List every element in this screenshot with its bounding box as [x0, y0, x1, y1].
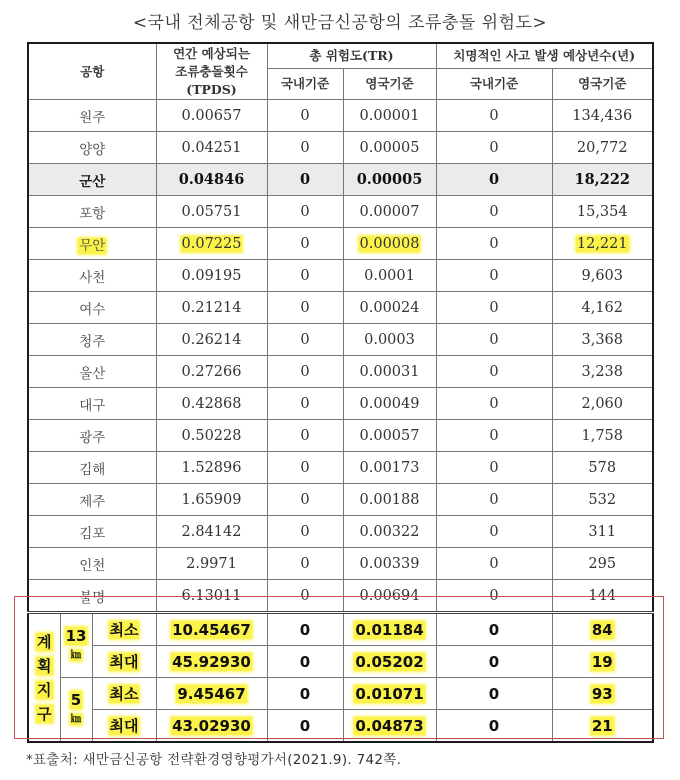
tr-domestic-value: 0	[267, 228, 343, 260]
airport-name: 여수	[28, 292, 156, 324]
tpds-value: 6.13011	[156, 580, 267, 613]
airport-name: 광주	[28, 420, 156, 452]
header-tpds-line2: 조류충돌횟수	[175, 63, 248, 79]
years-uk-value: 20,772	[552, 132, 653, 164]
years-uk-value: 578	[552, 452, 653, 484]
table-row	[28, 356, 653, 388]
plan-label-char: 계	[37, 632, 52, 651]
tpds-value	[156, 613, 267, 646]
tr-domestic-value: 0	[267, 164, 343, 196]
plan-label-char: 획	[37, 656, 52, 675]
highlight: 9.45467	[177, 684, 246, 703]
years-uk-value: 134,436	[552, 100, 653, 132]
tr-domestic-value: 0	[267, 100, 343, 132]
airport-name	[28, 228, 156, 260]
years-uk-value: 532	[552, 484, 653, 516]
tr-domestic-value: 0	[267, 580, 343, 613]
highlight: 84	[591, 620, 613, 639]
years-domestic-value: 0	[436, 100, 552, 132]
years-domestic-value: 0	[436, 228, 552, 260]
years-domestic-value: 0	[436, 324, 552, 356]
tr-domestic-value: 0	[267, 516, 343, 548]
airport-name: 김포	[28, 516, 156, 548]
tr-domestic-value: 0	[267, 420, 343, 452]
tr-uk-value: 0.0003	[343, 324, 436, 356]
highlight: 최소	[109, 621, 139, 639]
highlight: 43.02930	[172, 716, 251, 735]
table-row	[28, 420, 653, 452]
table-row	[28, 580, 653, 613]
plan-row	[28, 646, 653, 678]
years-uk-value: 4,162	[552, 292, 653, 324]
years-domestic-value: 0	[436, 548, 552, 580]
years-domestic-value: 0	[436, 484, 552, 516]
highlight: 12,221	[576, 235, 628, 252]
tr-domestic-value: 0	[267, 548, 343, 580]
highlight: 0.05202	[355, 652, 424, 671]
years-uk-value: 311	[552, 516, 653, 548]
header-row-1	[28, 43, 653, 69]
years-domestic-value: 0	[436, 678, 552, 710]
airport-name: 포항	[28, 196, 156, 228]
highlight: 19	[591, 652, 613, 671]
years-domestic-value: 0	[436, 388, 552, 420]
tr-domestic-value: 0	[267, 678, 343, 710]
tpds-value: 0.26214	[156, 324, 267, 356]
airport-name: 원주	[28, 100, 156, 132]
tpds-value: 0.05751	[156, 196, 267, 228]
header-total-risk: 총 위험도(TR)	[267, 43, 436, 69]
header-tr-domestic: 국내기준	[267, 69, 343, 100]
tr-uk-value: 0.00024	[343, 292, 436, 324]
tr-uk-value: 0.0001	[343, 260, 436, 292]
airport-name: 제주	[28, 484, 156, 516]
bird-strike-risk-table	[27, 42, 654, 743]
case-label	[92, 710, 156, 743]
tpds-value	[156, 710, 267, 743]
years-domestic-value: 0	[436, 196, 552, 228]
tpds-value: 0.27266	[156, 356, 267, 388]
years-uk-value	[552, 678, 653, 710]
years-uk-value: 2,060	[552, 388, 653, 420]
plan-row	[28, 678, 653, 710]
years-domestic-value: 0	[436, 613, 552, 646]
years-domestic-value: 0	[436, 516, 552, 548]
case-label	[92, 613, 156, 646]
plan-label	[28, 613, 60, 743]
years-uk-value: 295	[552, 548, 653, 580]
years-domestic-value: 0	[436, 164, 552, 196]
tpds-value: 1.52896	[156, 452, 267, 484]
tpds-value: 2.9971	[156, 548, 267, 580]
distance-unit: ㎞	[71, 713, 81, 725]
airport-name: 울산	[28, 356, 156, 388]
tpds-value: 0.04846	[156, 164, 267, 196]
highlight: 21	[591, 716, 613, 735]
table-row	[28, 548, 653, 580]
years-domestic-value: 0	[436, 646, 552, 678]
years-uk-value	[552, 228, 653, 260]
tr-uk-value: 0.00694	[343, 580, 436, 613]
distance-unit: ㎞	[71, 649, 81, 661]
tpds-value: 0.42868	[156, 388, 267, 420]
highlight: 45.92930	[172, 652, 251, 671]
highlight: 0.00008	[359, 235, 420, 252]
header-tpds-line1: 연간 예상되는	[173, 45, 250, 61]
tpds-value	[156, 678, 267, 710]
tr-domestic-value: 0	[267, 292, 343, 324]
table-row	[28, 388, 653, 420]
highlight: 최대	[109, 653, 139, 671]
tr-uk-value: 0.00031	[343, 356, 436, 388]
tr-domestic-value: 0	[267, 196, 343, 228]
table-row	[28, 324, 653, 356]
highlight: 93	[591, 684, 613, 703]
tr-domestic-value: 0	[267, 356, 343, 388]
tpds-value	[156, 228, 267, 260]
tr-uk-value: 0.00322	[343, 516, 436, 548]
airport-name: 불명	[28, 580, 156, 613]
header-tpds	[156, 43, 267, 100]
table-row-muan	[28, 228, 653, 260]
table-row	[28, 132, 653, 164]
tr-uk-value: 0.00173	[343, 452, 436, 484]
tr-domestic-value: 0	[267, 132, 343, 164]
header-years-uk: 영국기준	[552, 69, 653, 100]
plan-label-char: 지	[37, 680, 52, 699]
highlight: 0.07225	[181, 235, 242, 252]
airport-name: 청주	[28, 324, 156, 356]
case-label	[92, 678, 156, 710]
tpds-value: 1.65909	[156, 484, 267, 516]
tr-uk-value	[343, 646, 436, 678]
tr-domestic-value: 0	[267, 613, 343, 646]
years-domestic-value: 0	[436, 292, 552, 324]
years-domestic-value: 0	[436, 420, 552, 452]
highlight: 최대	[109, 717, 139, 735]
table-row	[28, 292, 653, 324]
tpds-value: 0.00657	[156, 100, 267, 132]
distance-13km	[60, 613, 92, 678]
distance-value: 5	[70, 690, 82, 709]
airport-name: 김해	[28, 452, 156, 484]
tpds-value: 0.09195	[156, 260, 267, 292]
table-row	[28, 196, 653, 228]
highlight: 0.01184	[355, 620, 424, 639]
plan-label-char: 구	[37, 704, 52, 723]
tpds-value: 0.50228	[156, 420, 267, 452]
table-row	[28, 516, 653, 548]
airport-name: 군산	[28, 164, 156, 196]
table-title: <국내 전체공항 및 새만금신공항의 조류충돌 위험도>	[132, 13, 548, 33]
airport-name: 사천	[28, 260, 156, 292]
years-uk-value: 3,238	[552, 356, 653, 388]
tr-domestic-value: 0	[267, 452, 343, 484]
years-uk-value	[552, 646, 653, 678]
plan-row	[28, 710, 653, 743]
years-uk-value: 144	[552, 580, 653, 613]
years-uk-value: 3,368	[552, 324, 653, 356]
tr-uk-value	[343, 228, 436, 260]
airport-name: 인천	[28, 548, 156, 580]
header-tr-uk: 영국기준	[343, 69, 436, 100]
years-uk-value: 18,222	[552, 164, 653, 196]
years-uk-value: 9,603	[552, 260, 653, 292]
highlight: 최소	[109, 685, 139, 703]
header-years-domestic: 국내기준	[436, 69, 552, 100]
tr-domestic-value: 0	[267, 646, 343, 678]
table-row	[28, 260, 653, 292]
airport-name: 양양	[28, 132, 156, 164]
tr-uk-value: 0.00057	[343, 420, 436, 452]
tr-uk-value: 0.00005	[343, 132, 436, 164]
header-tpds-line3: (TPDS)	[186, 81, 237, 97]
distance-5km	[60, 678, 92, 743]
highlight: 0.01071	[355, 684, 424, 703]
tr-domestic-value: 0	[267, 388, 343, 420]
tr-domestic-value: 0	[267, 260, 343, 292]
years-uk-value: 1,758	[552, 420, 653, 452]
distance-value: 13	[65, 626, 87, 645]
table-row	[28, 484, 653, 516]
table-row-gunsan	[28, 164, 653, 196]
years-uk-value: 15,354	[552, 196, 653, 228]
highlight: 0.04873	[355, 716, 424, 735]
years-domestic-value: 0	[436, 132, 552, 164]
highlight: 10.45467	[172, 620, 251, 639]
tr-uk-value: 0.00049	[343, 388, 436, 420]
tpds-value: 2.84142	[156, 516, 267, 548]
tr-domestic-value: 0	[267, 710, 343, 743]
case-label	[92, 646, 156, 678]
years-uk-value	[552, 613, 653, 646]
tpds-value	[156, 646, 267, 678]
years-domestic-value: 0	[436, 710, 552, 743]
tr-uk-value	[343, 678, 436, 710]
tr-uk-value	[343, 613, 436, 646]
tpds-value: 0.04251	[156, 132, 267, 164]
table-row	[28, 100, 653, 132]
tr-uk-value: 0.00001	[343, 100, 436, 132]
source-note: *표출처: 새만금신공항 전략환경영향평가서(2021.9). 742쪽.	[26, 752, 402, 768]
years-domestic-value: 0	[436, 260, 552, 292]
header-airport: 공항	[28, 43, 156, 100]
tpds-value: 0.21214	[156, 292, 267, 324]
header-fatal-years: 치명적인 사고 발생 예상년수(년)	[436, 43, 653, 69]
tr-uk-value	[343, 710, 436, 743]
years-domestic-value: 0	[436, 580, 552, 613]
tr-uk-value: 0.00005	[343, 164, 436, 196]
years-uk-value	[552, 710, 653, 743]
years-domestic-value: 0	[436, 452, 552, 484]
highlight: 무안	[79, 237, 106, 254]
years-domestic-value: 0	[436, 356, 552, 388]
tr-uk-value: 0.00007	[343, 196, 436, 228]
tr-uk-value: 0.00188	[343, 484, 436, 516]
table-row	[28, 452, 653, 484]
airport-name: 대구	[28, 388, 156, 420]
tr-domestic-value: 0	[267, 324, 343, 356]
tr-domestic-value: 0	[267, 484, 343, 516]
tr-uk-value: 0.00339	[343, 548, 436, 580]
plan-row	[28, 613, 653, 646]
